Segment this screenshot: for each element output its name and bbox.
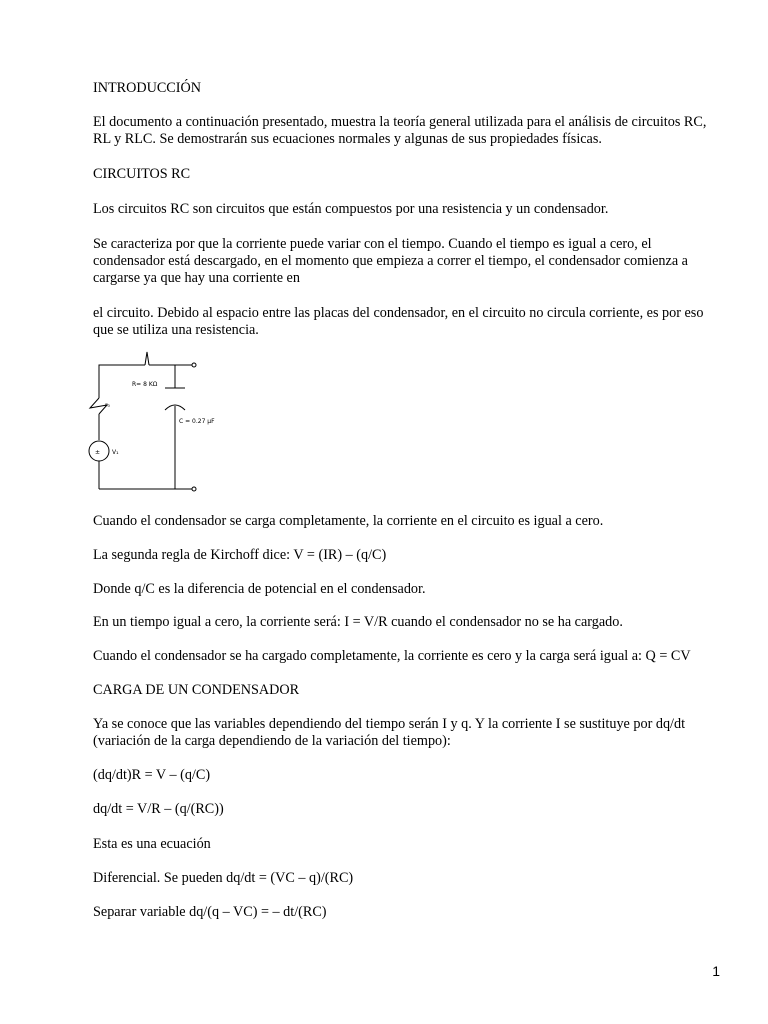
heading-carga-condensador: CARGA DE UN CONDENSADOR <box>93 682 300 698</box>
capacitor-label: C = 0.27 µF <box>179 418 215 425</box>
paragraph-intro: El documento a continuación presentado, muestra la teoría general utilizada para el análisis de circuitos RC, RL y RLC. Se demostrarán sus ecuaciones normales y algunas de sus propiedades físicas. <box>93 114 707 147</box>
paragraph-ecuacion: Esta es una ecuación <box>93 836 211 852</box>
paragraph-rc-description-cont: el circuito. Debido al espacio entre las placas del condensador, en el circuito no circula corriente, es por eso que se utiliza una resistencia. <box>93 305 704 338</box>
resistor-r <box>145 352 149 365</box>
paragraph-qc: Donde q/C es la diferencia de potencial en el condensador. <box>93 581 426 597</box>
paragraph-diferencial: Diferencial. Se pueden dq/dt = (VC – q)/(RC) <box>93 870 354 886</box>
paragraph-full-charge: Cuando el condensador se carga completamente, la corriente en el circuito es igual a cero. <box>93 513 604 529</box>
paragraph-separar: Separar variable dq/(q – VC) = – dt/(RC) <box>93 904 327 920</box>
bottom-terminal <box>192 487 196 491</box>
heading-introduccion: INTRODUCCIÓN <box>93 80 201 96</box>
equation-1: (dq/dt)R = V – (q/C) <box>93 767 211 783</box>
internal-resistance-label: r₀ <box>105 402 110 409</box>
paragraph-charged: Cuando el condensador se ha cargado completamente, la corriente es cero y la carga será igual a: Q = CV <box>93 648 691 664</box>
heading-circuitos-rc: CIRCUITOS RC <box>93 166 191 182</box>
top-terminal <box>192 363 196 367</box>
paragraph-rc-definition: Los circuitos RC son circuitos que están compuestos por una resistencia y un condensador. <box>93 201 609 217</box>
source-symbol: ± <box>95 449 101 456</box>
equation-2: dq/dt = V/R – (q/(RC)) <box>93 801 224 817</box>
page-number: 1 <box>712 963 720 979</box>
paragraph-variables: Ya se conoce que las variables dependiendo del tiempo serán I y q. Y la corriente I se sustituye por dq/dt (variación de la carga dependiendo de la variación del tiempo): <box>93 716 686 749</box>
paragraph-rc-description: Se caracteriza por que la corriente puede variar con el tiempo. Cuando el tiempo es igual a cero, el condensador está descargado, en el momento que empieza a correr el tiempo, el condensador comienza a cargarse ya que hay una corriente en <box>93 236 688 286</box>
resistor-label: R= 8 KΩ <box>132 381 158 388</box>
paragraph-kirchoff: La segunda regla de Kirchoff dice: V = (IR) – (q/C) <box>93 547 387 563</box>
rc-circuit-diagram <box>85 350 235 500</box>
paragraph-t-zero: En un tiempo igual a cero, la corriente será: I = V/R cuando el condensador no se ha cargado. <box>93 614 623 630</box>
source-label: V₁ <box>112 449 119 456</box>
